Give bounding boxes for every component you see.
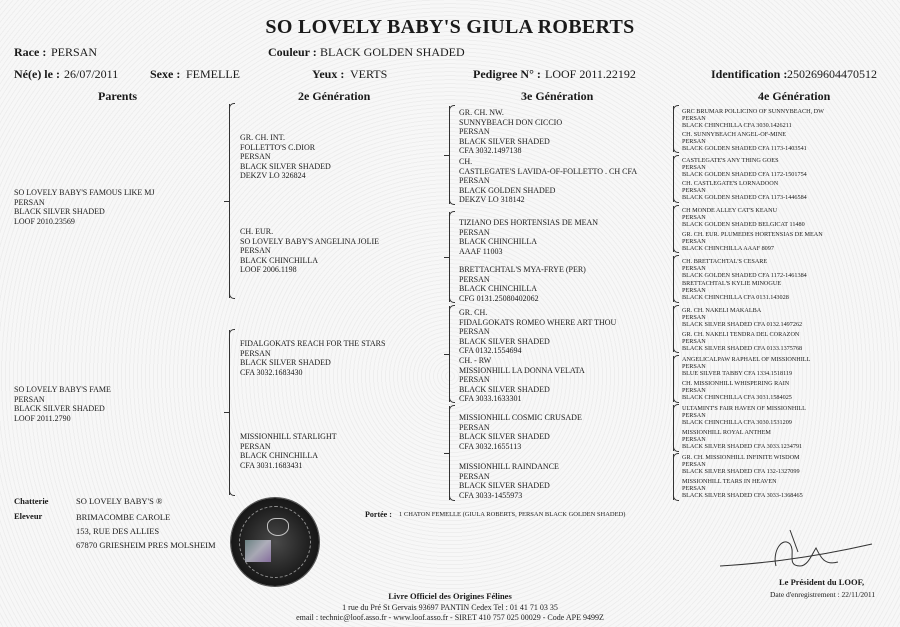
cat-reg: CFA 3032.1497138 <box>459 146 522 156</box>
loof-hologram-seal-icon <box>231 498 319 586</box>
parent-dam <box>14 385 111 423</box>
bracket-notch <box>444 155 449 156</box>
gen4-cat-5 <box>682 207 805 228</box>
bracket-gen3-3 <box>449 306 450 402</box>
cat-color-reg: BLACK SILVER SHADED CFA 3033-1368465 <box>682 492 803 499</box>
cat-reg: AAAF 11003 <box>459 246 503 256</box>
cat-name: ULTAMINT'S FAIR HAVEN OF MISSIONHILL <box>682 405 806 412</box>
cat-name: MISSIONHILL COSMIC CRUSADE <box>459 413 582 422</box>
gen2-cat-3 <box>240 339 385 377</box>
gen3-cat-1 <box>459 108 562 156</box>
cat-title: GR. CH. NW. <box>459 108 504 117</box>
gen4-cat-10 <box>682 331 802 352</box>
cat-color: BLACK SILVER SHADED <box>459 336 550 346</box>
cat-name: CH MONDE ALLEY CAT'S KEANU <box>682 207 778 214</box>
cat-color-reg: BLACK CHINCHILLA CFA 0131.143028 <box>682 294 789 301</box>
portee-label: Portée : <box>365 510 392 519</box>
cat-title: GR. CH. <box>459 308 488 317</box>
cat-color: BLACK SILVER SHADED <box>14 404 105 414</box>
race-value: PERSAN <box>51 45 98 59</box>
cat-color-reg: BLACK SILVER SHADED CFA 132-1327099 <box>682 468 800 475</box>
gen3-cat-3 <box>459 218 598 256</box>
gen3-cat-8 <box>459 462 559 500</box>
cat-breed: PERSAN <box>14 197 45 207</box>
cat-reg: CFA 3032.1655113 <box>459 441 522 451</box>
cat-name: CH. SUNNYBEACH ANGEL-OF-MINE <box>682 131 786 138</box>
gen4-cat-8 <box>682 280 789 301</box>
cat-name: GR. CH. EUR. PLUMEDES HORTENSIAS DE MEAN <box>682 231 823 238</box>
cat-name: FIDALGOKATS REACH FOR THE STARS <box>240 339 386 348</box>
cat-breed: PERSAN <box>682 238 706 245</box>
cat-name: FOLLETTO'S C.DIOR <box>240 142 316 152</box>
bracket-gen3-1 <box>449 106 450 204</box>
gen4-cat-13 <box>682 405 806 426</box>
cat-color-reg: BLACK SILVER SHADED CFA 0133.1375768 <box>682 345 803 352</box>
cat-breed: PERSAN <box>682 265 706 272</box>
chatterie-label: Chatterie <box>14 496 49 506</box>
sexe-label: Sexe : <box>150 67 181 81</box>
cat-reg: CFA 3032.1683430 <box>240 367 303 377</box>
gen3-cat-7 <box>459 413 582 451</box>
column-header-gen2: 2e Génération <box>298 89 371 103</box>
cat-name: BRETTACHTAL'S MYA-FRYE (PER) <box>459 265 586 274</box>
column-header-parents: Parents <box>98 89 138 103</box>
cat-reg: CFA 3033-1455973 <box>459 490 523 500</box>
gen4-cat-11 <box>682 356 810 377</box>
eleveur-name: BRIMACOMBE CAROLE <box>76 512 171 522</box>
gen4-cat-3 <box>682 157 807 178</box>
bracket-gen4 <box>673 256 674 302</box>
bracket-gen4 <box>673 454 674 500</box>
cat-breed: PERSAN <box>682 115 706 122</box>
couleur-label: Couleur : <box>268 45 317 59</box>
cat-reg: LOOF 2011.2790 <box>14 413 71 423</box>
bracket-gen4 <box>673 306 674 352</box>
cat-color-reg: BLACK CHINCHILLA CFA 3030.1426211 <box>682 122 792 129</box>
cat-color: BLACK CHINCHILLA <box>240 451 318 461</box>
bracket-gen4 <box>673 206 674 252</box>
cat-color: BLACK SILVER SHADED <box>459 481 550 491</box>
cat-name: CASTLEGATE'S ANY THING GOES <box>682 157 779 164</box>
footer-org: Livre Officiel des Origines Félines <box>388 591 512 601</box>
ne-value: 26/07/2011 <box>64 67 119 81</box>
gen4-cat-6 <box>682 231 823 252</box>
cat-reg: CFA 3031.1683431 <box>240 460 303 470</box>
cat-reg: CFA 3033.1633301 <box>459 394 522 404</box>
cat-title: GR. CH. INT. <box>240 133 285 142</box>
cat-color: BLACK CHINCHILLA <box>459 237 537 247</box>
yeux-label: Yeux : <box>312 67 345 81</box>
bracket-notch <box>444 453 449 454</box>
cat-color: BLACK SILVER SHADED <box>240 161 331 171</box>
gen3-cat-6 <box>459 356 585 404</box>
cat-name: CH. BRETTACHTAL'S CESARE <box>682 258 768 265</box>
gen4-cat-16 <box>682 478 803 499</box>
cat-reg: LOOF 2006.1198 <box>240 265 297 275</box>
bracket-gen4 <box>673 405 674 451</box>
cat-name: MISSIONHILL ROYAL ANTHEM <box>682 429 771 436</box>
cat-color: BLACK SILVER SHADED <box>459 432 550 442</box>
cat-color: BLACK CHINCHILLA <box>240 255 318 265</box>
column-header-gen4: 4e Génération <box>758 89 831 103</box>
cat-color-reg: BLACK CHINCHILLA CFA 3030.1531209 <box>682 419 792 426</box>
identification-label: Identification : <box>711 67 788 81</box>
cat-name: GRC BRUMAR POLLICINO OF SUNNYBEACH, DW <box>682 108 824 115</box>
bracket-gen4 <box>673 356 674 402</box>
gen2-cat-1 <box>240 133 331 181</box>
cat-color-reg: BLUE SILVER TABBY CFA 1334.1518119 <box>682 370 793 377</box>
gen4-cat-9 <box>682 307 802 328</box>
cat-breed: PERSAN <box>682 485 706 492</box>
eleveur-city: 67870 GRIESHEIM PRES MOLSHEIM <box>76 540 216 550</box>
cat-color-reg: BLACK CHINCHILLA CFA 3031.1584025 <box>682 394 792 401</box>
chatterie-value: SO LOVELY BABY'S ® <box>76 496 163 506</box>
couleur-value: BLACK GOLDEN SHADED <box>320 45 465 59</box>
gen4-cat-4 <box>682 180 807 201</box>
cat-name: CASTLEGATE'S LAVIDA-OF-FOLLETTO . CH CFA <box>459 166 638 176</box>
cat-breed: PERSAN <box>459 375 490 385</box>
cat-color-reg: BLACK CHINCHILLA AAAF 8097 <box>682 245 774 252</box>
cat-color: BLACK CHINCHILLA <box>459 284 537 294</box>
gen4-cat-2 <box>682 131 807 152</box>
bracket-notch <box>444 257 449 258</box>
ne-label: Né(e) le : <box>14 67 60 81</box>
cat-breed: PERSAN <box>459 274 490 284</box>
bracket-notch <box>224 201 229 202</box>
gen4-cat-12 <box>682 380 792 401</box>
gen3-cat-2 <box>459 157 637 205</box>
cat-color: BLACK SILVER SHADED <box>459 136 550 146</box>
bracket-gen2-bottom <box>229 330 230 495</box>
cat-name: SO LOVELY BABY'S FAMOUS LIKE MJ <box>14 188 155 197</box>
bracket-gen3-4 <box>449 406 450 500</box>
cat-title: CH. <box>459 157 473 166</box>
cat-name: GR. CH. NAKELI MAKALBA <box>682 307 762 314</box>
cat-color-reg: BLACK GOLDEN SHADED CFA 1172-1501754 <box>682 171 807 178</box>
gen2-cat-4 <box>240 432 337 470</box>
cat-title: CH. EUR. <box>240 227 274 236</box>
cat-breed: PERSAN <box>682 363 706 370</box>
cat-reg: CFG 0131.25080402062 <box>459 293 539 303</box>
cat-color-reg: BLACK GOLDEN SHADED CFA 1173-1446584 <box>682 194 807 201</box>
gen4-cat-1 <box>682 108 824 129</box>
portee-value: 1 CHATON FEMELLE (GIULA ROBERTS, PERSAN BLACK GOLDEN SHADED) <box>399 511 626 518</box>
cat-breed: PERSAN <box>682 138 706 145</box>
parent-sire <box>14 188 154 226</box>
cat-name: ANGELICALPAW RAPHAEL OF MISSIONHILL <box>682 356 811 363</box>
signature-icon <box>712 522 882 577</box>
cat-breed: PERSAN <box>459 471 490 481</box>
cat-breed: PERSAN <box>459 327 490 337</box>
race-label: Race : <box>14 45 47 59</box>
cat-title: CH. - RW <box>459 356 492 365</box>
cat-reg: DEKZV LO 318142 <box>459 195 525 205</box>
cat-breed: PERSAN <box>459 227 490 237</box>
cat-name: TIZIANO DES HORTENSIAS DE MEAN <box>459 218 599 227</box>
cat-name: GR. CH. NAKELI TENDRA DEL CORAZON <box>682 331 800 338</box>
president-label: Le Président du LOOF, <box>779 577 865 587</box>
cat-name: SO LOVELY BABY'S ANGELINA JOLIE <box>240 236 380 246</box>
eleveur-label: Eleveur <box>14 511 43 521</box>
cat-breed: PERSAN <box>459 422 490 432</box>
cat-reg: DEKZV LO 326824 <box>240 171 306 181</box>
cat-color-reg: BLACK SILVER SHADED CFA 3033.1234791 <box>682 443 803 450</box>
footer-contact: email : technic@loof.asso.fr - www.loof.asso.fr - SIRET 410 757 025 00029 - Code APE 9499Z <box>296 613 604 622</box>
cat-reg: CFA 0132.1554694 <box>459 346 522 356</box>
cat-name: MISSIONHILL LA DONNA VELATA <box>459 365 585 375</box>
cat-color: BLACK SILVER SHADED <box>240 358 331 368</box>
cat-reg: LOOF 2010.23569 <box>14 216 75 226</box>
column-header-gen3: 3e Génération <box>521 89 594 103</box>
pedigree-label: Pedigree N° : <box>473 67 541 81</box>
cat-name: BRETTACHTAL'S KYLIE MINOGUE <box>682 280 782 287</box>
cat-name: MISSIONHILL RAINDANCE <box>459 462 559 471</box>
bracket-gen4 <box>673 156 674 202</box>
gen3-cat-5 <box>459 308 616 356</box>
cat-color: BLACK GOLDEN SHADED <box>459 185 556 195</box>
gen4-cat-15 <box>682 454 800 475</box>
cat-breed: PERSAN <box>682 461 706 468</box>
cat-breed: PERSAN <box>682 314 706 321</box>
cat-name: FIDALGOKATS ROMEO WHERE ART THOU <box>459 317 617 327</box>
pedigree-value: LOOF 2011.22192 <box>545 67 636 81</box>
bracket-gen2-top <box>229 104 230 298</box>
bracket-gen3-2 <box>449 212 450 302</box>
cat-name: GR. CH. MISSIONHILL INFINITE WISDOM <box>682 454 800 461</box>
cat-color-reg: BLACK GOLDEN SHADED BELGICAT 11480 <box>682 221 805 228</box>
cat-breed: PERSAN <box>14 394 45 404</box>
cat-breed: PERSAN <box>682 436 706 443</box>
cat-color-reg: BLACK GOLDEN SHADED CFA 1173-1403541 <box>682 145 807 152</box>
cat-color-reg: BLACK SILVER SHADED CFA 0132.1497262 <box>682 321 803 328</box>
gen3-cat-4 <box>459 265 586 303</box>
eleveur-address: 153, RUE DES ALLIES <box>76 526 160 536</box>
registration-date: Date d'enregistrement : 22/11/2011 <box>770 590 876 599</box>
gen2-cat-2 <box>240 227 379 275</box>
cat-breed: PERSAN <box>459 127 490 137</box>
cat-breed: PERSAN <box>682 164 706 171</box>
gen4-cat-7 <box>682 258 807 279</box>
cat-name: CH. MISSIONHILL WHISPERING RAIN <box>682 380 790 387</box>
cat-breed: PERSAN <box>240 246 271 256</box>
bracket-gen4 <box>673 106 674 152</box>
bracket-notch <box>444 354 449 355</box>
cat-breed: PERSAN <box>459 176 490 186</box>
footer-address: 1 rue du Pré St Gervais 93697 PANTIN Cedex Tel : 01 41 71 03 35 <box>342 603 558 612</box>
cat-breed: PERSAN <box>240 152 271 162</box>
cat-color-reg: BLACK GOLDEN SHADED CFA 1172-1461384 <box>682 272 807 279</box>
yeux-value: VERTS <box>350 67 388 81</box>
page-title: SO LOVELY BABY'S GIULA ROBERTS <box>265 16 635 38</box>
cat-name: CH. CASTLEGATE'S LORNADOON <box>682 180 779 187</box>
cat-breed: PERSAN <box>240 441 271 451</box>
cat-name: SUNNYBEACH DON CICCIO <box>459 117 563 127</box>
cat-breed: PERSAN <box>682 387 706 394</box>
cat-breed: PERSAN <box>682 287 706 294</box>
identification-value: 250269604470512 <box>787 67 877 81</box>
cat-breed: PERSAN <box>682 187 706 194</box>
cat-color: BLACK SILVER SHADED <box>14 207 105 217</box>
cat-breed: PERSAN <box>682 214 706 221</box>
sexe-value: FEMELLE <box>186 67 240 81</box>
cat-breed: PERSAN <box>240 348 271 358</box>
cat-breed: PERSAN <box>682 412 706 419</box>
cat-color: BLACK SILVER SHADED <box>459 384 550 394</box>
bracket-notch <box>224 412 229 413</box>
eleveur-block <box>76 510 216 552</box>
cat-name: MISSIONHILL TEARS IN HEAVEN <box>682 478 777 485</box>
cat-name: SO LOVELY BABY'S FAME <box>14 385 111 394</box>
cat-breed: PERSAN <box>682 338 706 345</box>
gen4-cat-14 <box>682 429 802 450</box>
cat-name: MISSIONHILL STARLIGHT <box>240 432 337 441</box>
